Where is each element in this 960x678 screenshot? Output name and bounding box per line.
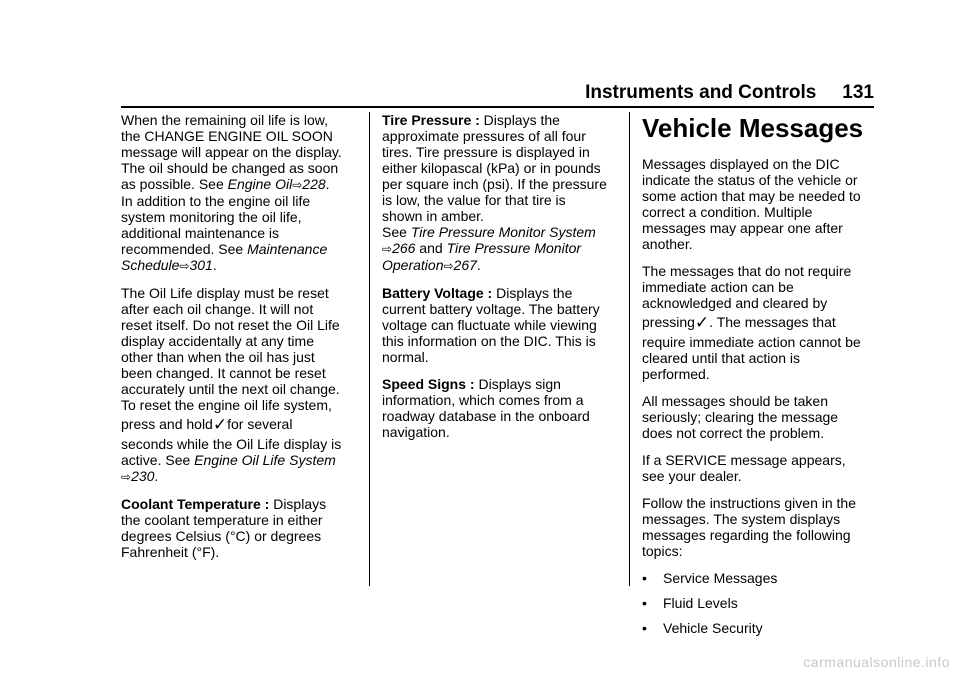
speed-signs-paragraph: Speed Signs : Displays sign information, which comes from a roadway database in the onboard navigation.: [382, 376, 590, 440]
tire-pressure-paragraph: Tire Pressure : Displays the approximate pressures of all four tires. Tire pressure is displayed in either kilopascal (kPa) or in pounds per square inch (psi). If the pressure is low, the value for that tire is shown in amber. See Tire Pressure Monitor System ⇨266 and Tire Pressure Monitor Operation⇨267.: [382, 112, 607, 273]
term-speed-signs: Speed Signs :: [382, 376, 475, 392]
list-item: • Service Messages: [642, 570, 778, 586]
term-tire-pressure: Tire Pressure :: [382, 112, 480, 128]
coolant-temperature-paragraph: Coolant Temperature : Displays the coolant temperature in either degrees Celsius (°C) or degrees Fahrenheit (°F).: [121, 496, 327, 560]
term-coolant-temperature: Coolant Temperature :: [121, 496, 270, 512]
xref-engine-oil[interactable]: Engine Oil: [227, 176, 293, 192]
service-message-paragraph: If a SERVICE message appears, see your dealer.: [642, 452, 846, 484]
battery-voltage-paragraph: Battery Voltage : Displays the current battery voltage. The battery voltage can fluctuate while viewing this information on the DIC. This is normal.: [382, 285, 600, 365]
page-number: 131: [842, 82, 874, 103]
messages-clear-paragraph: The messages that do not require immediate action can be acknowledged and cleared by pressing✓. The messages that require immediate action cannot be cleared until that action is performed.: [642, 263, 861, 382]
header-rule: [121, 106, 874, 108]
xref-page[interactable]: 266: [392, 240, 416, 256]
column-divider: [629, 112, 630, 586]
column-1: [121, 112, 353, 571]
ref-arrow-icon: ⇨: [382, 242, 393, 256]
column-3: [642, 112, 874, 645]
ref-arrow-icon: ⇨: [121, 470, 132, 484]
running-header: [585, 82, 874, 104]
xref-engine-oil-life-system[interactable]: Engine Oil Life System: [194, 452, 336, 468]
section-title: Instruments and Controls: [585, 82, 817, 103]
oil-life-low-paragraph: When the remaining oil life is low, the CHANGE ENGINE OIL SOON message will appear on the display. The oil should be changed as soon as possible. See Engine Oil⇨228. In addition to the engine oil life system monitoring the oil life, additional maintenance is recommended. See Maintenance Schedule⇨301.: [121, 112, 342, 273]
column-divider: [369, 112, 370, 586]
messages-serious-paragraph: All messages should be taken seriously; clearing the message does not correct the problem.: [642, 393, 839, 441]
ref-arrow-icon: ⇨: [443, 259, 454, 273]
xref-page[interactable]: 267: [453, 257, 477, 273]
section-heading: Vehicle Messages: [642, 113, 864, 143]
xref-page[interactable]: 228: [302, 176, 326, 192]
list-item: • Fluid Levels: [642, 595, 738, 611]
xref-page[interactable]: 301: [189, 257, 213, 273]
xref-tire-pressure-monitor-system[interactable]: Tire Pressure Monitor System: [410, 224, 596, 240]
messages-intro-paragraph: Messages displayed on the DIC indicate the status of the vehicle or some action that may be needed to correct a condition. Multiple messages may appear one after another.: [642, 156, 861, 252]
checkmark-icon: ✓: [212, 415, 228, 434]
oil-life-reset-paragraph: The Oil Life display must be reset after each oil change. It will not reset itself. Do not reset the Oil Life display accidentally at any time other than when the oil has just been changed. It cannot be reset accurately until the next oil change. To reset the engine oil life system, press and hold✓for several seconds while the Oil Life display is active. See Engine Oil Life System ⇨230.: [121, 285, 342, 484]
checkmark-icon: ✓: [694, 313, 710, 332]
ref-arrow-icon: ⇨: [179, 259, 190, 273]
column-2: [382, 112, 614, 451]
watermark: carmanualsonline.info: [803, 654, 950, 670]
xref-maintenance-schedule[interactable]: Maintenance: [247, 241, 328, 257]
instructions-paragraph: Follow the instructions given in the messages. The system displays messages regarding the following topics:: [642, 495, 856, 559]
term-battery-voltage: Battery Voltage :: [382, 285, 493, 301]
ref-arrow-icon: ⇨: [292, 178, 303, 192]
xref-tire-pressure-monitor-operation[interactable]: Tire Pressure Monitor: [446, 240, 582, 256]
list-item: • Vehicle Security: [642, 620, 763, 636]
bullet-icon: •: [642, 620, 647, 636]
bullet-icon: •: [642, 595, 647, 611]
xref-page[interactable]: 230: [131, 468, 155, 484]
bullet-icon: •: [642, 570, 647, 586]
